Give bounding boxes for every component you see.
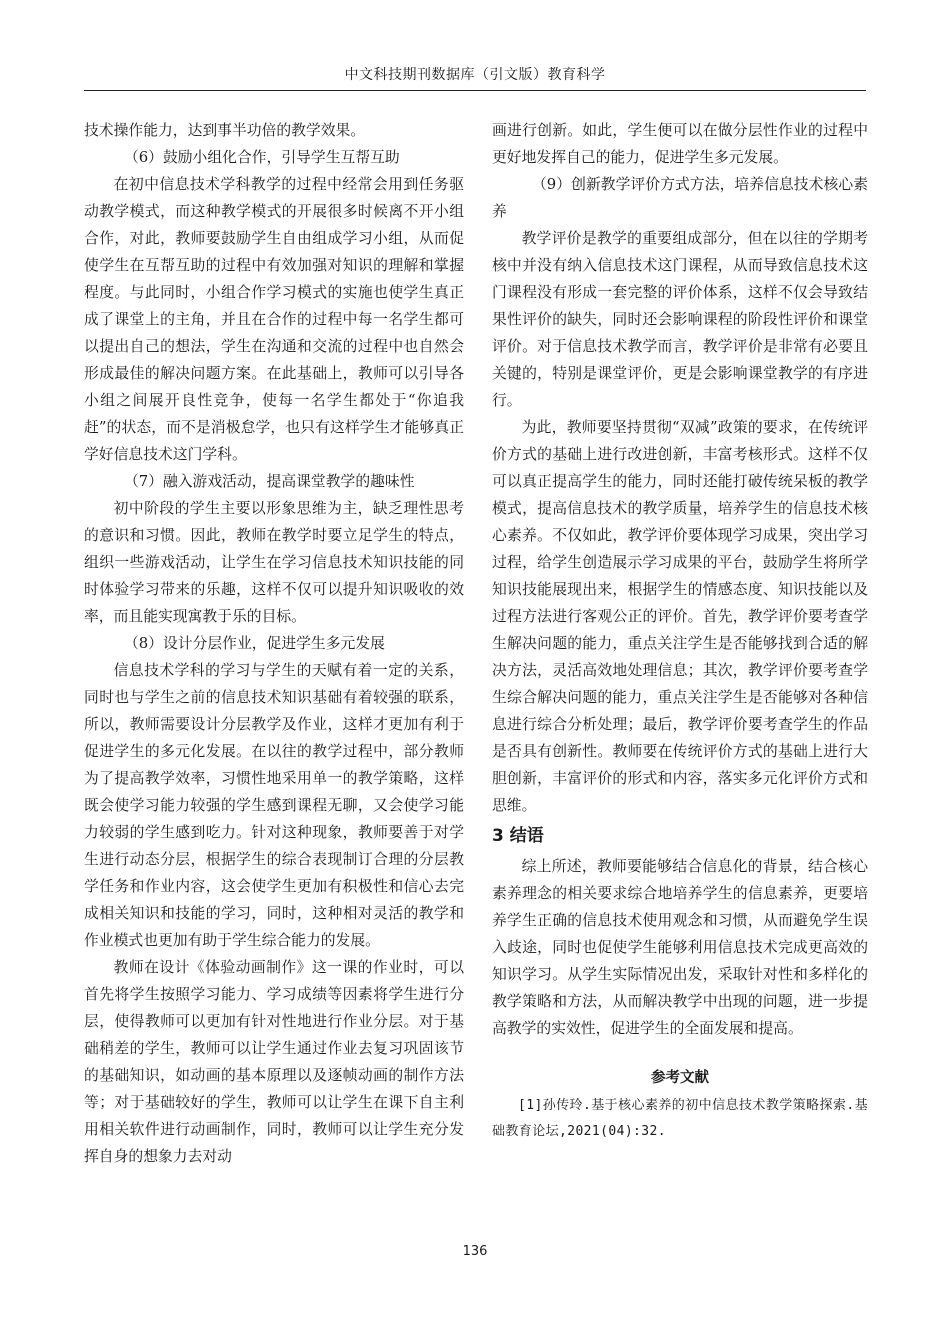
subheading-8: （8）设计分层作业，促进学生多元发展 (123, 635, 385, 652)
paragraph-evaluation-2: 为此，教师要坚持贯彻“双减”政策的要求，在传统评价方式的基础上进行改进创新，丰富考核形式。这样不仅可以真正提高学生的能力，同时还能打破传统呆板的教学模式，提高信息技术的教学质量，培养学生的信息技术核心素养。不仅如此，教学评价要体现学习成果，突出学习过程，给学生创造展示学习成果的平台，鼓励学生将所学知识技能展现出来，根据学生的情感态度、知识技能以及过程方法进行客观公正的评价。首先，教学评价要考查学生解决问题的能力，重点关注学生是否能够找到合适的解决方法，灵活高效地处理信息；其次，教学评价要考查学生综合解决问题的能力，重点关注学生是否能够对各种信息进行综合分析处理；最后，教学评价要考查学生的作品是否具有创新性。教师要在传统评价方式的基础上进行大胆创新，丰富评价的形式和内容，落实多元化评价方式和思维。 (492, 419, 868, 814)
paragraph-continued: 技术操作能力，达到事半功倍的教学效果。 (84, 122, 366, 139)
right-column (492, 117, 868, 1145)
subheading-6: （6）鼓励小组化合作，引导学生互帮互助 (123, 149, 400, 166)
paragraph-evaluation-1: 教学评价是教学的重要组成部分，但在以往的学期考核中并没有纳入信息技术这门课程，从而导致信息技术这门课程没有形成一套完整的评价体系，这样不仅会导致结果性评价的缺失，同时还会影响课程的阶段性评价和课堂评价。对于信息技术教学而言，教学评价是非常有必要且关键的，特别是课堂评价，更是会影响课堂教学的有序进行。 (492, 230, 868, 409)
paragraph-games: 初中阶段的学生主要以形象思维为主，缺乏理性思考的意识和习惯。因此，教师在教学时要立足学生的特点，组织一些游戏活动，让学生在学习信息技术知识技能的同时体验学习带来的乐趣，这样不仅可以提升知识吸收的效率，而且能实现寓教于乐的目标。 (84, 500, 464, 625)
reference-item: [1]孙传玲.基于核心素养的初中信息技术教学策略探索.基础教育论坛,2021(04):32. (492, 1098, 868, 1139)
page-number: 136 (462, 1244, 488, 1259)
header-rule (84, 90, 866, 91)
subheading-9: （9）创新教学评价方式方法，培养信息技术核心素养 (492, 176, 868, 220)
paragraph-continued-right: 画进行创新。如此，学生便可以在做分层性作业的过程中更好地发挥自己的能力，促进学生多元发展。 (492, 122, 868, 166)
running-header: 中文科技期刊数据库（引文版）教育科学 (344, 67, 606, 83)
left-column (84, 117, 464, 1170)
paragraph-animation-example: 教师在设计《体验动画制作》这一课的作业时，可以首先将学生按照学习能力、学习成绩等因素将学生进行分层，使得教师可以更加有针对性地进行作业分层。对于基础稍差的学生，教师可以让学生通过作业去复习巩固该节的基础知识，如动画的基本原理以及逐帧动画的制作方法等；对于基础较好的学生，教师可以让学生在课下自主利用相关软件进行动画制作，同时，教师可以让学生充分发挥自身的想象力去对动 (84, 959, 464, 1165)
section-heading-conclusion: 3 结语 (492, 826, 544, 846)
references-title: 参考文献 (651, 1070, 709, 1086)
subheading-7: （7）融入游戏活动，提高课堂教学的趣味性 (123, 473, 415, 490)
paragraph-group-work: 在初中信息技术学科教学的过程中经常会用到任务驱动教学模式，而这种教学模式的开展很多时候离不开小组合作，对此，教师要鼓励学生自由组成学习小组，从而促使学生在互帮互助的过程中有效加强对知识的理解和掌握程度。与此同时，小组合作学习模式的实施也使学生真正成了课堂上的主角，并且在合作的过程中每一名学生都可以提出自己的想法，学生在沟通和交流的过程中也自然会形成最佳的解决问题方案。在此基础上，教师可以引导各小组之间展开良性竞争，使每一名学生都处于“你追我赶”的状态，而不是消极怠学，也只有这样学生才能够真正学好信息技术这门学科。 (84, 176, 464, 463)
paragraph-layered-homework: 信息技术学科的学习与学生的天赋有着一定的关系，同时也与学生之前的信息技术知识基础有着较强的联系，所以，教师需要设计分层教学及作业，这样才更加有利于促进学生的多元化发展。在以往的教学过程中，部分教师为了提高教学效率，习惯性地采用单一的教学策略，这样既会使学习能力较强的学生感到课程无聊，又会使学习能力较弱的学生感到吃力。针对这种现象，教师要善于对学生进行动态分层，根据学生的综合表现制订合理的分层教学任务和作业内容，这会使学生更加有积极性和信心去完成相关知识和技能的学习，同时，这种相对灵活的教学和作业模式也更加有助于学生综合能力的发展。 (84, 662, 464, 949)
paragraph-conclusion: 综上所述，教师要能够结合信息化的背景，结合核心素养理念的相关要求综合地培养学生的信息素养，更要培养学生正确的信息技术使用观念和习惯，从而避免学生误入歧途，同时也促使学生能够利用信息技术完成更高效的知识学习。从学生实际情况出发，采取针对性和多样化的教学策略和方法，从而解决教学中出现的问题，进一步提高教学的实效性，促进学生的全面发展和提高。 (492, 858, 868, 1037)
